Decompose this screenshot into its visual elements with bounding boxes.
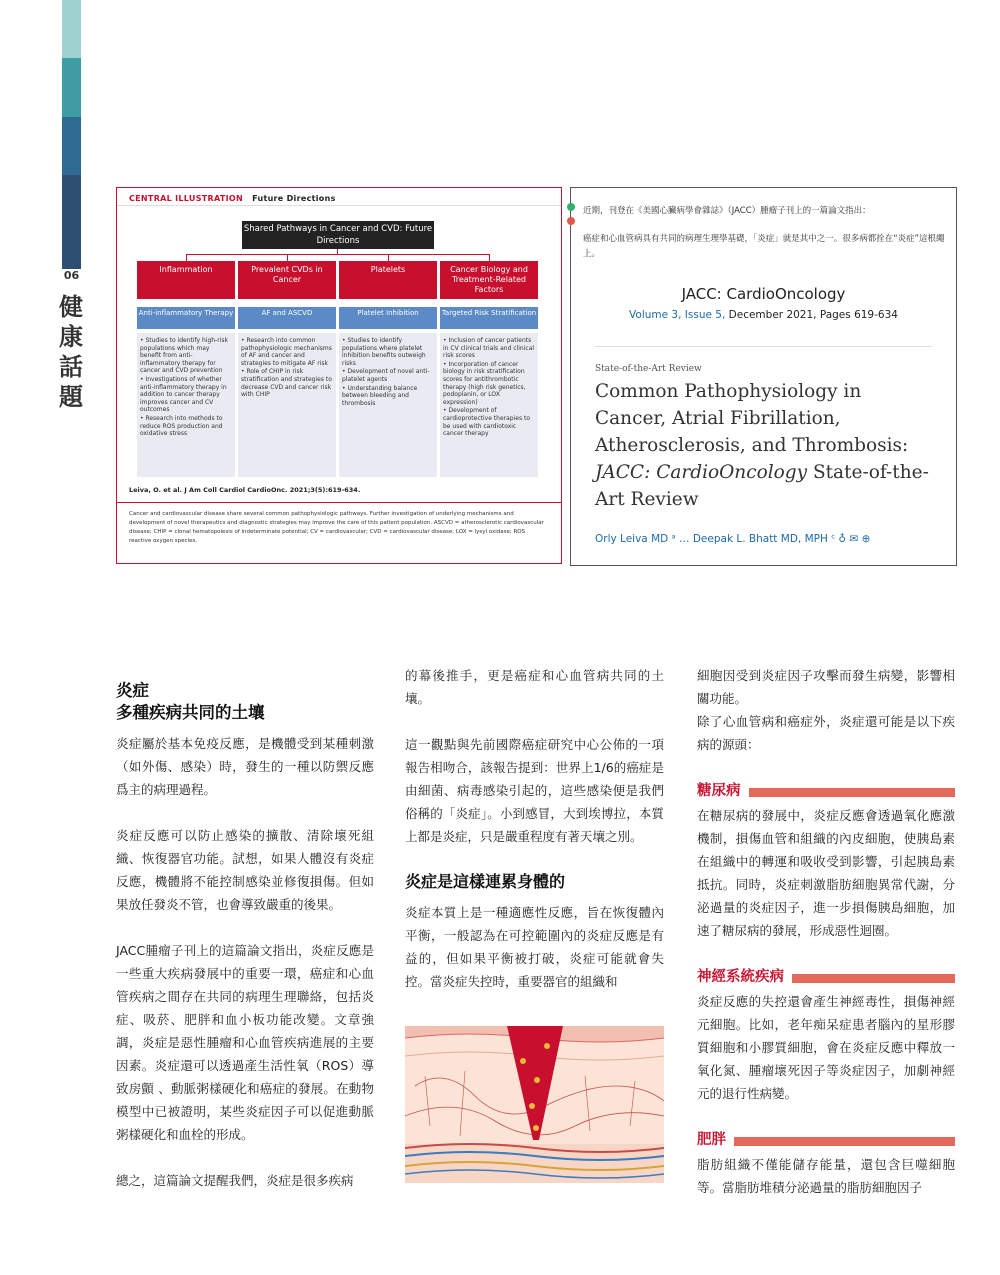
- journal-date-pages: December 2021, Pages 619-634: [728, 309, 898, 321]
- paragraph: 總之，這篇論文提醒我們，炎症是很多疾病: [116, 1173, 354, 1188]
- color-strip-1: [62, 0, 81, 58]
- ci-item-list: [238, 333, 336, 477]
- article-title: [595, 378, 935, 513]
- color-strip-4: [62, 175, 81, 269]
- inflammation-illustration: [405, 1026, 664, 1183]
- ci-category: Inflammation: [137, 261, 235, 299]
- article-column-3: [697, 664, 955, 1199]
- paragraph: 脂肪組織不僅能儲存能量，還包含巨噬細胞等。當脂肪堆積分泌過量的脂肪細胞因子: [697, 1157, 955, 1195]
- article-column-1: [116, 680, 374, 1192]
- article-column-2: [405, 664, 664, 993]
- ci-item: • Role of CHIP in risk stratification and strategies to decrease CVD and cancer risk with CHIP: [241, 368, 332, 399]
- paragraph: 在糖尿病的發展中，炎症反應會透過氧化應激機制，損傷血管和組織的內皮細胞，使胰島素在組織中的轉運和吸收受到影響，引起胰島素抵抗。同時，炎症刺激脂肪細胞異常代謝，分泌過量的炎症因子，進一步損傷胰島細胞，加速了糖尿病的發展，形成惡性迴圈。: [697, 808, 955, 938]
- paragraph: 這一觀點與先前國際癌症研究中心公佈的一項報告相吻合，該報告提到：世界上1/6的癌症是由細菌、病毒感染引起的，這些感染便是我們俗稱的「炎症」。小到感冒，大到埃博拉，本質上都是炎症，只是嚴重程度有著天壤之別。: [405, 737, 664, 844]
- paragraph: JACC腫瘤子刊上的這篇論文指出，炎症反應是一些重大疾病發展中的重要一環，癌症和心血管疾病之間存在共同的病理生理聯絡，包括炎症、吸菸、肥胖和血小板功能改變。文章強調，炎症是惡性腫瘤和心血管疾病進展的主要因素。炎症還可以透過產生活性氧（ROS）導致房顫 、動脈粥樣硬化和癌症的發展。在動物模型中已被證明，某些炎症因子可以促進動脈粥樣硬化和血栓的形成。: [116, 943, 374, 1142]
- ci-divider: [117, 205, 561, 206]
- ci-header-label: CENTRAL ILLUSTRATION: [129, 194, 243, 203]
- ci-category: Cancer Biology and Treatment-Related Factors: [440, 261, 538, 299]
- ci-connector: [388, 254, 389, 261]
- ci-item: • Incorporation of cancer biology in risk stratification scores for antithrombotic therapy (high risk genetics, podoplanin, or LOX expression): [443, 360, 526, 406]
- article-title-part: State-of-the-Art Review: [595, 462, 929, 510]
- section-number: 06: [63, 269, 80, 282]
- paragraph: 除了心血管病和癌症外，炎症還可能是以下疾病的源頭：: [697, 714, 955, 752]
- ci-item: • Research into methods to reduce ROS production and oxidative stress: [140, 414, 223, 438]
- paragraph: 炎症反應的失控還會產生神經毒性，損傷神經元細胞。比如，老年痴呆症患者腦內的星形膠質細胞和小膠質細胞，會在炎症反應中釋放一氧化氮、腫瘤壞死因子等炎症因子，加劇神經元的退行性病變。: [697, 994, 955, 1101]
- section-title-char: 康: [59, 322, 83, 351]
- ci-subcategory: Anti-inflammatory Therapy: [137, 307, 235, 329]
- section-title-char: 健: [59, 292, 83, 321]
- subheading-bar: [734, 1137, 955, 1146]
- ci-item-list: [440, 333, 538, 477]
- ci-subcategory: Targeted Risk Stratification: [440, 307, 538, 329]
- ci-subcategory: Platelet Inhibition: [339, 307, 437, 329]
- ci-item: • Development of novel anti-platelet agents: [342, 368, 430, 383]
- journal-intro: 近期，刊登在《美國心臟病學會雜誌》（JACC）腫瘤子刊上的一篇論文指出：: [583, 206, 871, 216]
- color-strip-3: [62, 117, 81, 175]
- journal-name: JACC: CardioOncology: [681, 285, 846, 303]
- ci-item: • Understanding balance between bleeding and thrombosis: [342, 384, 418, 407]
- ci-category: Prevalent CVDs in Cancer: [238, 261, 336, 299]
- ci-item: • Studies to identify populations where platelet inhibition benefits outweigh risks: [342, 337, 426, 367]
- article-title-part: Common Pathophysiology in Cancer, Atrial Fibrillation, Atherosclerosis, and Thrombosis:: [595, 381, 909, 456]
- ci-item: • Investigations of whether anti-inflammatory therapy in addition to cancer therapy improves cancer and CV outcomes: [140, 375, 227, 414]
- journal-volume-link[interactable]: Volume 3, Issue 5,: [629, 309, 726, 321]
- ci-item-list: [339, 333, 437, 477]
- article-authors[interactable]: Orly Leiva MD ᵃ … Deepak L. Bhatt MD, MPH ᶜ ♁ ✉ ⊕: [595, 533, 871, 545]
- ci-caption: Cancer and cardiovascular disease share several common pathophysiologic pathways. Further investigation of underlying mechanisms and development of novel therapeutics and diagnostic strategies may improve the care of this patient population. ASCVD = atherosclerotic cardiovascular disease; CHIP = clonal hematopoiesis of indeterminate potential; CV = cardiovascular; CVD = cardiovascular disease; LOX = lysyl oxidase; ROS reactive oxygen species.: [129, 511, 544, 544]
- paragraph: 的幕後推手，更是癌症和心血管病共同的土壤。: [405, 668, 664, 706]
- paragraph: 炎症反應可以防止感染的擴散、清除壞死組織、恢復器官功能。試想，如果人體沒有炎症反應，機體將不能控制感染並修復損傷。但如果放任發炎不管，也會導致嚴重的後果。: [116, 828, 374, 912]
- subheading-neuro: [697, 965, 955, 988]
- article-type: State-of-the-Art Review: [595, 364, 702, 374]
- ci-item: • Research into common pathophysiologic mechanisms of AF and cancer and strategies to mitigate AF risk: [241, 337, 332, 367]
- journal-intro: 癌症和心血管病具有共同的病理生理學基礎，「炎症」就是其中之一。很多病都拴在“炎症”這根繩上。: [583, 234, 945, 259]
- ci-item-list: [137, 333, 235, 477]
- subheading-diabetes: [697, 779, 955, 802]
- ci-connector: [489, 254, 490, 261]
- ci-main-box: Shared Pathways in Cancer and CVD: Future Directions: [242, 221, 434, 249]
- section-title-char: 題: [59, 382, 83, 411]
- journal-card: [570, 187, 957, 566]
- annotation-dot-icon: [567, 217, 575, 225]
- ci-item: • Development of cardioprotective therapies to be used with cardiotoxic cancer therapy: [443, 407, 531, 438]
- section-heading: 多種疾病共同的土壤: [116, 703, 265, 722]
- journal-divider: [595, 346, 932, 347]
- ci-connector: [287, 254, 288, 261]
- subheading-label: 糖尿病: [697, 782, 741, 799]
- ci-citation: Leiva, O. et al. J Am Coll Cardiol CardioOnc. 2021;3(5):619-634.: [129, 486, 361, 494]
- section-title-char: 話: [59, 352, 83, 381]
- ci-subcategory: AF and ASCVD: [238, 307, 336, 329]
- ci-divider: [117, 502, 561, 503]
- section-heading: 炎症是這樣連累身體的: [405, 872, 566, 891]
- paragraph: 炎症屬於基本免疫反應，是機體受到某種刺激（如外傷、感染）時，發生的一種以防禦反應爲主的病理過程。: [116, 736, 374, 797]
- subheading-label: 神經系統疾病: [697, 968, 784, 985]
- subheading-obesity: [697, 1128, 955, 1151]
- ci-category: Platelets: [339, 261, 437, 299]
- paragraph: 細胞因受到炎症因子攻擊而發生病變，影響相關功能。: [697, 668, 955, 706]
- central-illustration: [116, 187, 562, 564]
- color-strip-2: [62, 58, 81, 117]
- subheading-bar: [792, 974, 955, 983]
- annotation-dot-icon: [567, 203, 575, 211]
- article-title-journal: JACC: CardioOncology: [595, 462, 808, 483]
- journal-volume: [571, 309, 956, 321]
- subheading-bar: [749, 788, 956, 797]
- section-heading: 炎症: [116, 681, 149, 700]
- ci-item: • Inclusion of cancer patients in CV clinical trials and clinical risk scores: [443, 337, 535, 360]
- ci-connector: [186, 254, 187, 261]
- ci-item: • Studies to identify high-risk populations which may benefit from anti-inflammatory therapy for cancer and CVD prevention: [140, 337, 228, 375]
- section-title: [58, 292, 84, 412]
- subheading-label: 肥胖: [697, 1131, 726, 1148]
- ci-connector: [186, 254, 489, 255]
- ci-header: [129, 194, 336, 203]
- paragraph: 炎症本質上是一種適應性反應，旨在恢復體內平衡，一般認為在可控範圍內的炎症反應是有益的，但如果平衡被打破，炎症可能就會失控。當炎症失控時，重要器官的組織和: [405, 905, 664, 989]
- ci-header-title: Future Directions: [252, 194, 336, 203]
